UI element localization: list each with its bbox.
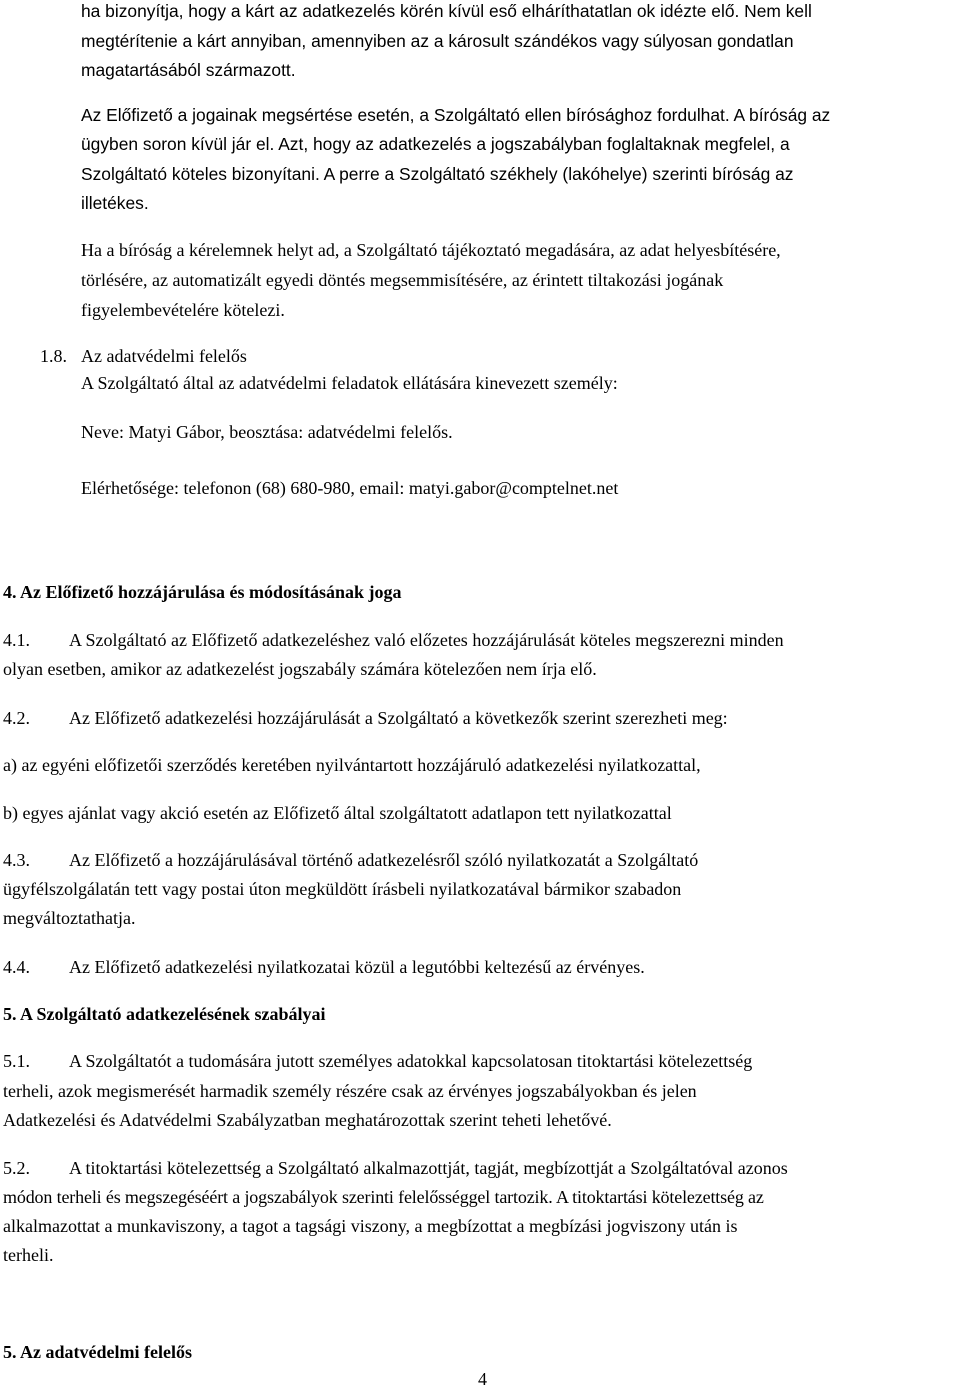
section-heading: 4. Az Előfizető hozzájárulása és módosításának joga [3, 582, 402, 602]
text-line: A Szolgáltatót a tudomására jutott személyes adatokkal kapcsolatosan titoktartási kötelezettség [69, 1051, 753, 1071]
text-line: Az Előfizető a jogainak megsértése esetén, a Szolgáltató ellen bírósághoz fordulhat. A bíróság az [81, 105, 831, 125]
text-line: Ha a bíróság a kérelemnek helyt ad, a Szolgáltató tájékoztató megadására, az adat helyesbítésére, [81, 240, 781, 260]
text-line: A Szolgáltató az Előfizető adatkezeléshez való előzetes hozzájárulását köteles megszerezni minden [69, 630, 784, 650]
text-line: Elérhetősége: telefonon (68) 680-980, email: matyi.gabor@comptelnet.net [81, 478, 619, 498]
text-line: Az Előfizető adatkezelési nyilatkozatai közül a legutóbbi keltezésű az érvényes. [69, 957, 645, 977]
text-line: Adatkezelési és Adatvédelmi Szabályzatban meghatározottak szerint teheti lehetővé. [3, 1110, 612, 1130]
text-line: módon terheli és megszegéséért a jogszabályok szerinti felelősséggel tartozik. A titoktartási kötelezettség az [3, 1187, 764, 1207]
page-number: 4 [478, 1369, 487, 1389]
text-line: Neve: Matyi Gábor, beosztása: adatvédelmi felelős. [81, 422, 453, 442]
text-line: terheli. [3, 1245, 54, 1265]
section-number: 5.2. [3, 1158, 30, 1178]
section-number: 4.2. [3, 708, 30, 728]
text-line: ügyben soron kívül jár el. Azt, hogy az adatkezelés a jogszabályban foglaltaknak megfelel, a [81, 134, 790, 154]
list-item: a) az egyéni előfizetői szerződés keretében nyilvántartott hozzájáruló adatkezelési nyilatkozattal, [3, 755, 701, 775]
text-line: A titoktartási kötelezettség a Szolgáltató alkalmazottját, tagját, megbízottját a Szolgáltatóval azonos [69, 1158, 788, 1178]
text-line: figyelembevételére kötelezi. [81, 300, 285, 320]
section-number: 1.8. [40, 346, 67, 366]
section-heading: 5. A Szolgáltató adatkezelésének szabályai [3, 1004, 326, 1024]
text-line: olyan esetben, amikor az adatkezelést jogszabály számára kötelezően nem írja elő. [3, 659, 597, 679]
section-number: 5.1. [3, 1051, 30, 1071]
section-number: 4.4. [3, 957, 30, 977]
section-number: 4.3. [3, 850, 30, 870]
text-line: Az Előfizető a hozzájárulásával történő adatkezelésről szóló nyilatkozatát a Szolgáltató [69, 850, 699, 870]
text-line: törlésére, az automatizált egyedi döntés megsemmisítésére, az érintett tiltakozási jogának [81, 270, 724, 290]
text-line: Az Előfizető adatkezelési hozzájárulását a Szolgáltató a következők szerint szerezheti meg: [69, 708, 728, 728]
text-line: magatartásából származott. [81, 60, 296, 80]
text-line: terheli, azok megismerését harmadik személy részére csak az érvényes jogszabályokban és jelen [3, 1081, 697, 1101]
list-item: b) egyes ajánlat vagy akció esetén az Előfizető által szolgáltatott adatlapon tett nyilatkozattal [3, 803, 672, 823]
text-line: ha bizonyítja, hogy a kárt az adatkezelés körén kívül eső elháríthatatlan ok idézte elő. Nem kell [81, 1, 812, 21]
text-line: Szolgáltató köteles bizonyítani. A perre a Szolgáltató székhely (lakóhelye) szerinti bíróság az [81, 164, 794, 184]
section-number: 4.1. [3, 630, 30, 650]
section-heading: 5. Az adatvédelmi felelős [3, 1342, 192, 1362]
section-title: Az adatvédelmi felelős [81, 346, 247, 366]
text-line: megváltoztathatja. [3, 908, 136, 928]
text-line: alkalmazottat a munkaviszony, a tagot a tagsági viszony, a megbízottat a megbízási jogviszony után is [3, 1216, 738, 1236]
text-line: megtérítenie a kárt annyiban, amennyiben az a károsult szándékos vagy súlyosan gondatlan [81, 31, 794, 51]
text-line: ügyfélszolgálatán tett vagy postai úton megküldött írásbeli nyilatkozatával bármikor szabadon [3, 879, 682, 899]
text-line: illetékes. [81, 193, 149, 213]
text-line: A Szolgáltató által az adatvédelmi feladatok ellátására kinevezett személy: [81, 373, 618, 393]
